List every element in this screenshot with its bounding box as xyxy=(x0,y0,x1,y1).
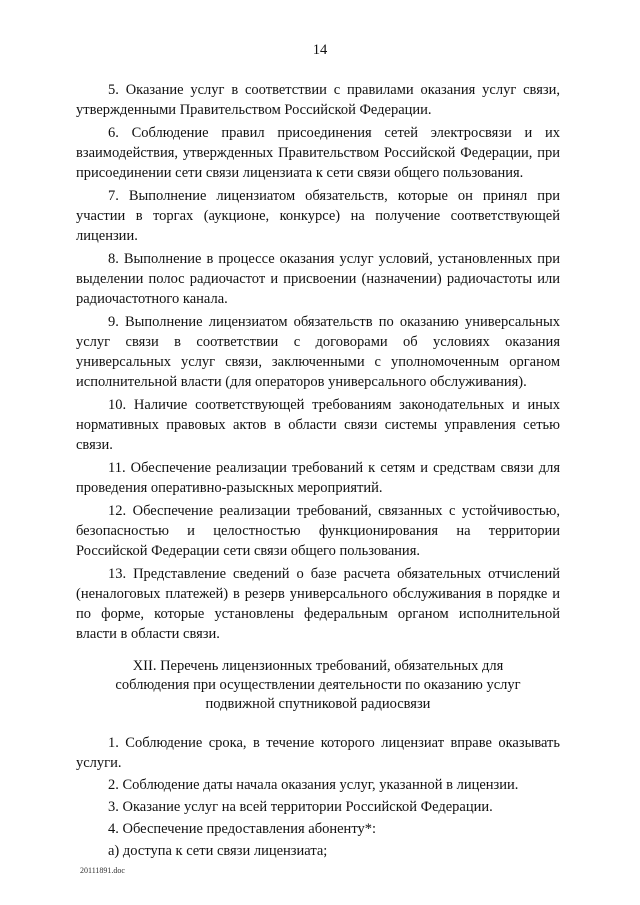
section-item-2: 2. Соблюдение даты начала оказания услуг, указанной в лицензии. xyxy=(108,777,519,793)
document-body xyxy=(76,80,560,863)
paragraph-6: 6. Соблюдение правил присоединения сетей электросвязи и их взаимодействия, утвержденных Правительством Российской Федерации, при присоединении сети связи лицензиата к сети связи общего пользования. xyxy=(76,125,560,181)
paragraph-10: 10. Наличие соответствующей требованиям законодательных и иных нормативных правовых актов в области связи системы управления сетью связи. xyxy=(76,397,560,453)
file-name-footer: 20111891.doc xyxy=(80,866,125,875)
paragraph-7: 7. Выполнение лицензиатом обязательств, которые он принял при участии в торгах (аукционе, конкурсе) на получение соответствующей лицензии. xyxy=(76,188,560,244)
section-item-4a: а) доступа к сети связи лицензиата; xyxy=(108,843,328,859)
section-item-1: 1. Соблюдение срока, в течение которого лицензиат вправе оказывать услуги. xyxy=(76,735,560,771)
section-heading: XII. Перечень лицензионных требований, обязательных для соблюдения при осуществлении деятельности по оказанию услуг подвижной спутниковой радиосвязи xyxy=(115,658,521,712)
section-item-4: 4. Обеспечение предоставления абоненту*: xyxy=(108,821,376,837)
page-number: 14 xyxy=(312,42,328,58)
paragraph-13: 13. Представление сведений о базе расчета обязательных отчислений (неналоговых платежей) в резерв универсального обслуживания в порядке и по форме, которые установлены федеральным органом исполнительной власти в области связи. xyxy=(76,566,560,642)
paragraph-11: 11. Обеспечение реализации требований к сетям и средствам связи для проведения оперативно-разыскных мероприятий. xyxy=(76,460,560,496)
paragraph-5: 5. Оказание услуг в соответствии с правилами оказания услуг связи, утвержденными Правительством Российской Федерации. xyxy=(76,82,560,118)
paragraph-9: 9. Выполнение лицензиатом обязательств по оказанию универсальных услуг связи в соответствии с договорами об условиях оказания универсальных услуг связи, заключенными с уполномоченным органом исполнительной власти (для операторов универсального обслуживания). xyxy=(76,314,560,390)
paragraph-12: 12. Обеспечение реализации требований, связанных с устойчивостью, безопасностью и целостностью функционирования на территории Российской Федерации сети связи общего пользования. xyxy=(76,503,560,559)
section-item-3: 3. Оказание услуг на всей территории Российской Федерации. xyxy=(108,799,493,815)
paragraph-8: 8. Выполнение в процессе оказания услуг условий, установленных при выделении полос радиочастот и присвоении (назначении) радиочастоты или радиочастотного канала. xyxy=(76,251,560,307)
